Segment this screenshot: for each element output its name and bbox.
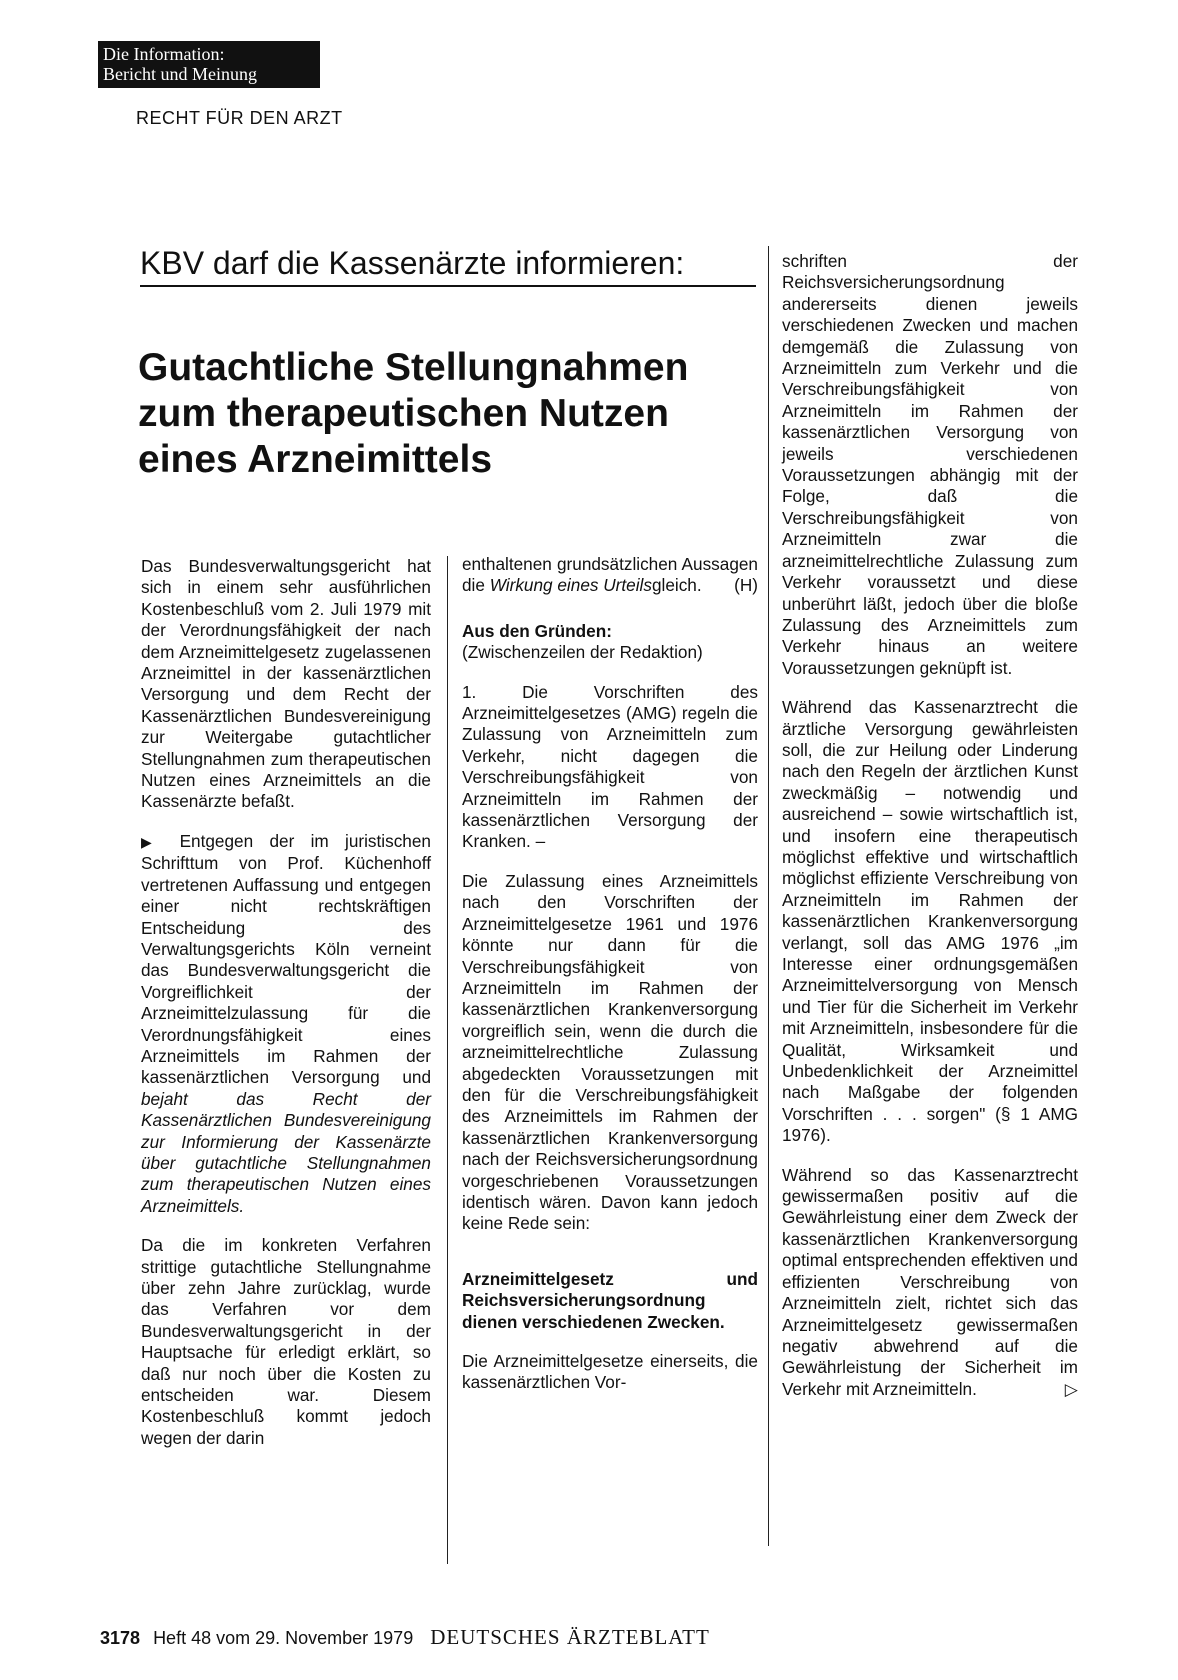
paragraph-emphasis: Wirkung eines Urteils <box>489 575 652 596</box>
lead-paragraph: Das Bundesverwaltungsgericht hat sich in einem sehr ausführlichen Kostenbeschluß vom 2. Juli 1979 mit der Verordnungsfähigkeit der nach dem Arzneimittelgesetz zugelassenen Arzneimittel in der kassenärztlichen Versorgung und dem Recht der Kassenärztlichen Bundesvereinigung zur Weitergabe gutachtlicher Stellungnahmen zum therapeutischen Nutzen eines Arzneimittels an die Kassenärzte befaßt. <box>141 556 431 812</box>
article-headline <box>138 345 738 483</box>
headline-line-1: Gutachtliche Stellungnahmen <box>138 346 689 389</box>
rubric-line-2: Bericht und Meinung <box>103 64 257 84</box>
bullet-arrow-icon: ▶ <box>141 833 164 850</box>
subheading: Aus den Gründen: <box>462 620 612 641</box>
page-footer <box>100 1625 710 1650</box>
summary-text: Entgegen der im juristischen Schrifttum von Prof. Küchenhoff vertretenen Auffassung und entgegen einer nicht rechtskräftigen Entscheidung des Verwaltungsgerichts Köln verneint das Bundesverwaltungsgericht die Vorgreiflichkeit der Arzneimittelzulassung für die Verordnungsfähigkeit eines Arzneimittels im Rahmen der kassenärztlichen Versorgung und <box>141 830 431 1088</box>
paragraph: schriften der Reichsversicherungsordnung andererseits dienen jeweils verschiedenen Zwecken und machen demgemäß die Zulassung von Arzneimitteln zum Verkehr und die Verschreibungsfähigkeit von Arzneimitteln im Rahmen der kassenärztlichen Versorgung von jeweils verschiedenen Voraussetzungen abhängig mit der Folge, daß die Verschreibungsfähigkeit von Arzneimitteln zwar die arzneimittelrechtliche Zulassung zum Verkehr voraussetzt und diese unberührt läßt, jedoch über die bloße Zulassung des Arzneimittels zum Verkehr hinaus an weitere Voraussetzungen geknüpft ist. <box>782 251 1078 678</box>
headline-line-2: zum therapeutischen Nutzen <box>138 392 669 435</box>
paragraph: 1. Die Vorschriften des Arzneimittelgesetzes (AMG) regeln die Zulassung von Arzneimitteln zum Verkehr, nicht dagegen die Verschreibungsfähigkeit von Arzneimitteln im Rahmen der kassenärztlichen Versorgung der Kranken. – <box>462 681 758 852</box>
paragraph-text: Während so das Kassenarztrecht gewissermaßen positiv auf die Gewährleistung einer dem Zweck der kassenärztlichen Krankenversorgung optimal entsprechenden effektiven und effizienten Verschreibung von Arzneimitteln zielt, richtet sich das Arzneimittelgesetz gewissermaßen negativ abwehrend auf die Gewährleistung der Sicherheit im Verkehr mit Arzneimitteln. <box>782 1164 1078 1399</box>
author-initial: (H) <box>734 575 758 596</box>
text-column-3 <box>782 251 1078 1418</box>
paragraph: Während das Kassenarztrecht die ärztliche Versorgung gewährleisten soll, die zur Heilung oder Linderung nach den Regeln der ärztlichen Kunst zweckmäßig – notwendig und ausreichend – sowie wirtschaftlich ist, und insofern eine therapeutisch möglichst effektive und wirtschaftlich möglichst effiziente Verschreibung von Arzneimitteln im Rahmen der kassenärztlichen Krankenversorgung verlangt, soll das AMG 1976 „im Interesse einer ordnungsgemäßen Arzneimittelversorgung von Mensch und Tier für die Sicherheit im Verkehr mit Arzneimitteln, insbesondere für die Qualität, Wirksamkeit und Unbedenklichkeit der Arzneimittel nach Maßgabe der folgenden Vorschriften . . . sorgen" (§ 1 AMG 1976). <box>782 697 1078 1146</box>
issue-info: Heft 48 vom 29. November 1979 <box>153 1628 414 1648</box>
article-kicker: KBV darf die Kassenärzte informieren: <box>140 243 756 287</box>
paragraph: Die Zulassung eines Arzneimittels nach den Vorschriften der Arzneimittelgesetze 1961 und 1976 könnte nur dann für die Verschreibungsfähigkeit von Arzneimitteln im Rahmen der kassenärztlichen Krankenversorgung vorgreiflich sein, wenn die durch die arzneimittelrechtliche Zulassung abgedeckten Voraussetzungen mit den für die Verschreibungsfähigkeit des Arzneimittels im Rahmen der kassenärztlichen Krankenversorgung nach der Reichsversicherungsordnung vorgeschriebenen Voraussetzungen identisch wären. Davon kann jedoch keine Rede sein: <box>462 870 758 1234</box>
section-heading: RECHT FÜR DEN ARZT <box>136 108 343 128</box>
paragraph <box>782 1165 1078 1400</box>
page-number: 3178 <box>100 1628 141 1648</box>
journal-name: DEUTSCHES ÄRZTEBLATT <box>430 1625 710 1649</box>
intertitle: Arzneimittelgesetz und Reichsversicherungsordnung dienen verschiedenen Zwecken. <box>462 1268 758 1332</box>
text-column-1 <box>141 556 431 1467</box>
paragraph-text: enthaltenen grundsätzlichen Aussagen die <box>462 554 758 596</box>
paragraph: Die Arzneimittelgesetze einerseits, die kassenärztlichen Vor- <box>462 1351 758 1393</box>
column-divider-1 <box>447 556 448 1564</box>
rubric-line-1: Die Information: <box>103 44 225 64</box>
text-column-2 <box>462 554 758 1412</box>
headline-line-3: eines Arzneimittels <box>138 438 493 481</box>
summary-paragraph <box>141 831 431 1217</box>
paragraph: Da die im konkreten Verfahren strittige gutachtliche Stellungnahme über zehn Jahre zurücklag, wurde das Verfahren vor dem Bundesverwaltungsgericht in der Hauptsache für erledigt erklärt, so daß nur noch über die Kosten zu entscheiden war. Diesem Kostenbeschluß kommt jedoch wegen der darin <box>141 1235 431 1448</box>
continue-arrow-icon: ▷ <box>1064 1378 1078 1399</box>
paragraph-tail: gleich. <box>651 575 702 596</box>
paragraph <box>462 554 758 597</box>
summary-emphasis: bejaht das Recht der Kassenärztlichen Bundesvereinigung zur Informierung der Kassenärzte über gutachtliche Stellungnahmen zum therapeutischen Nutzen eines Arzneimittels. <box>141 1088 431 1216</box>
column-divider-2 <box>768 246 769 1546</box>
subheading-note: (Zwischenzeilen der Redaktion) <box>462 642 703 663</box>
rubric-label <box>98 41 320 88</box>
